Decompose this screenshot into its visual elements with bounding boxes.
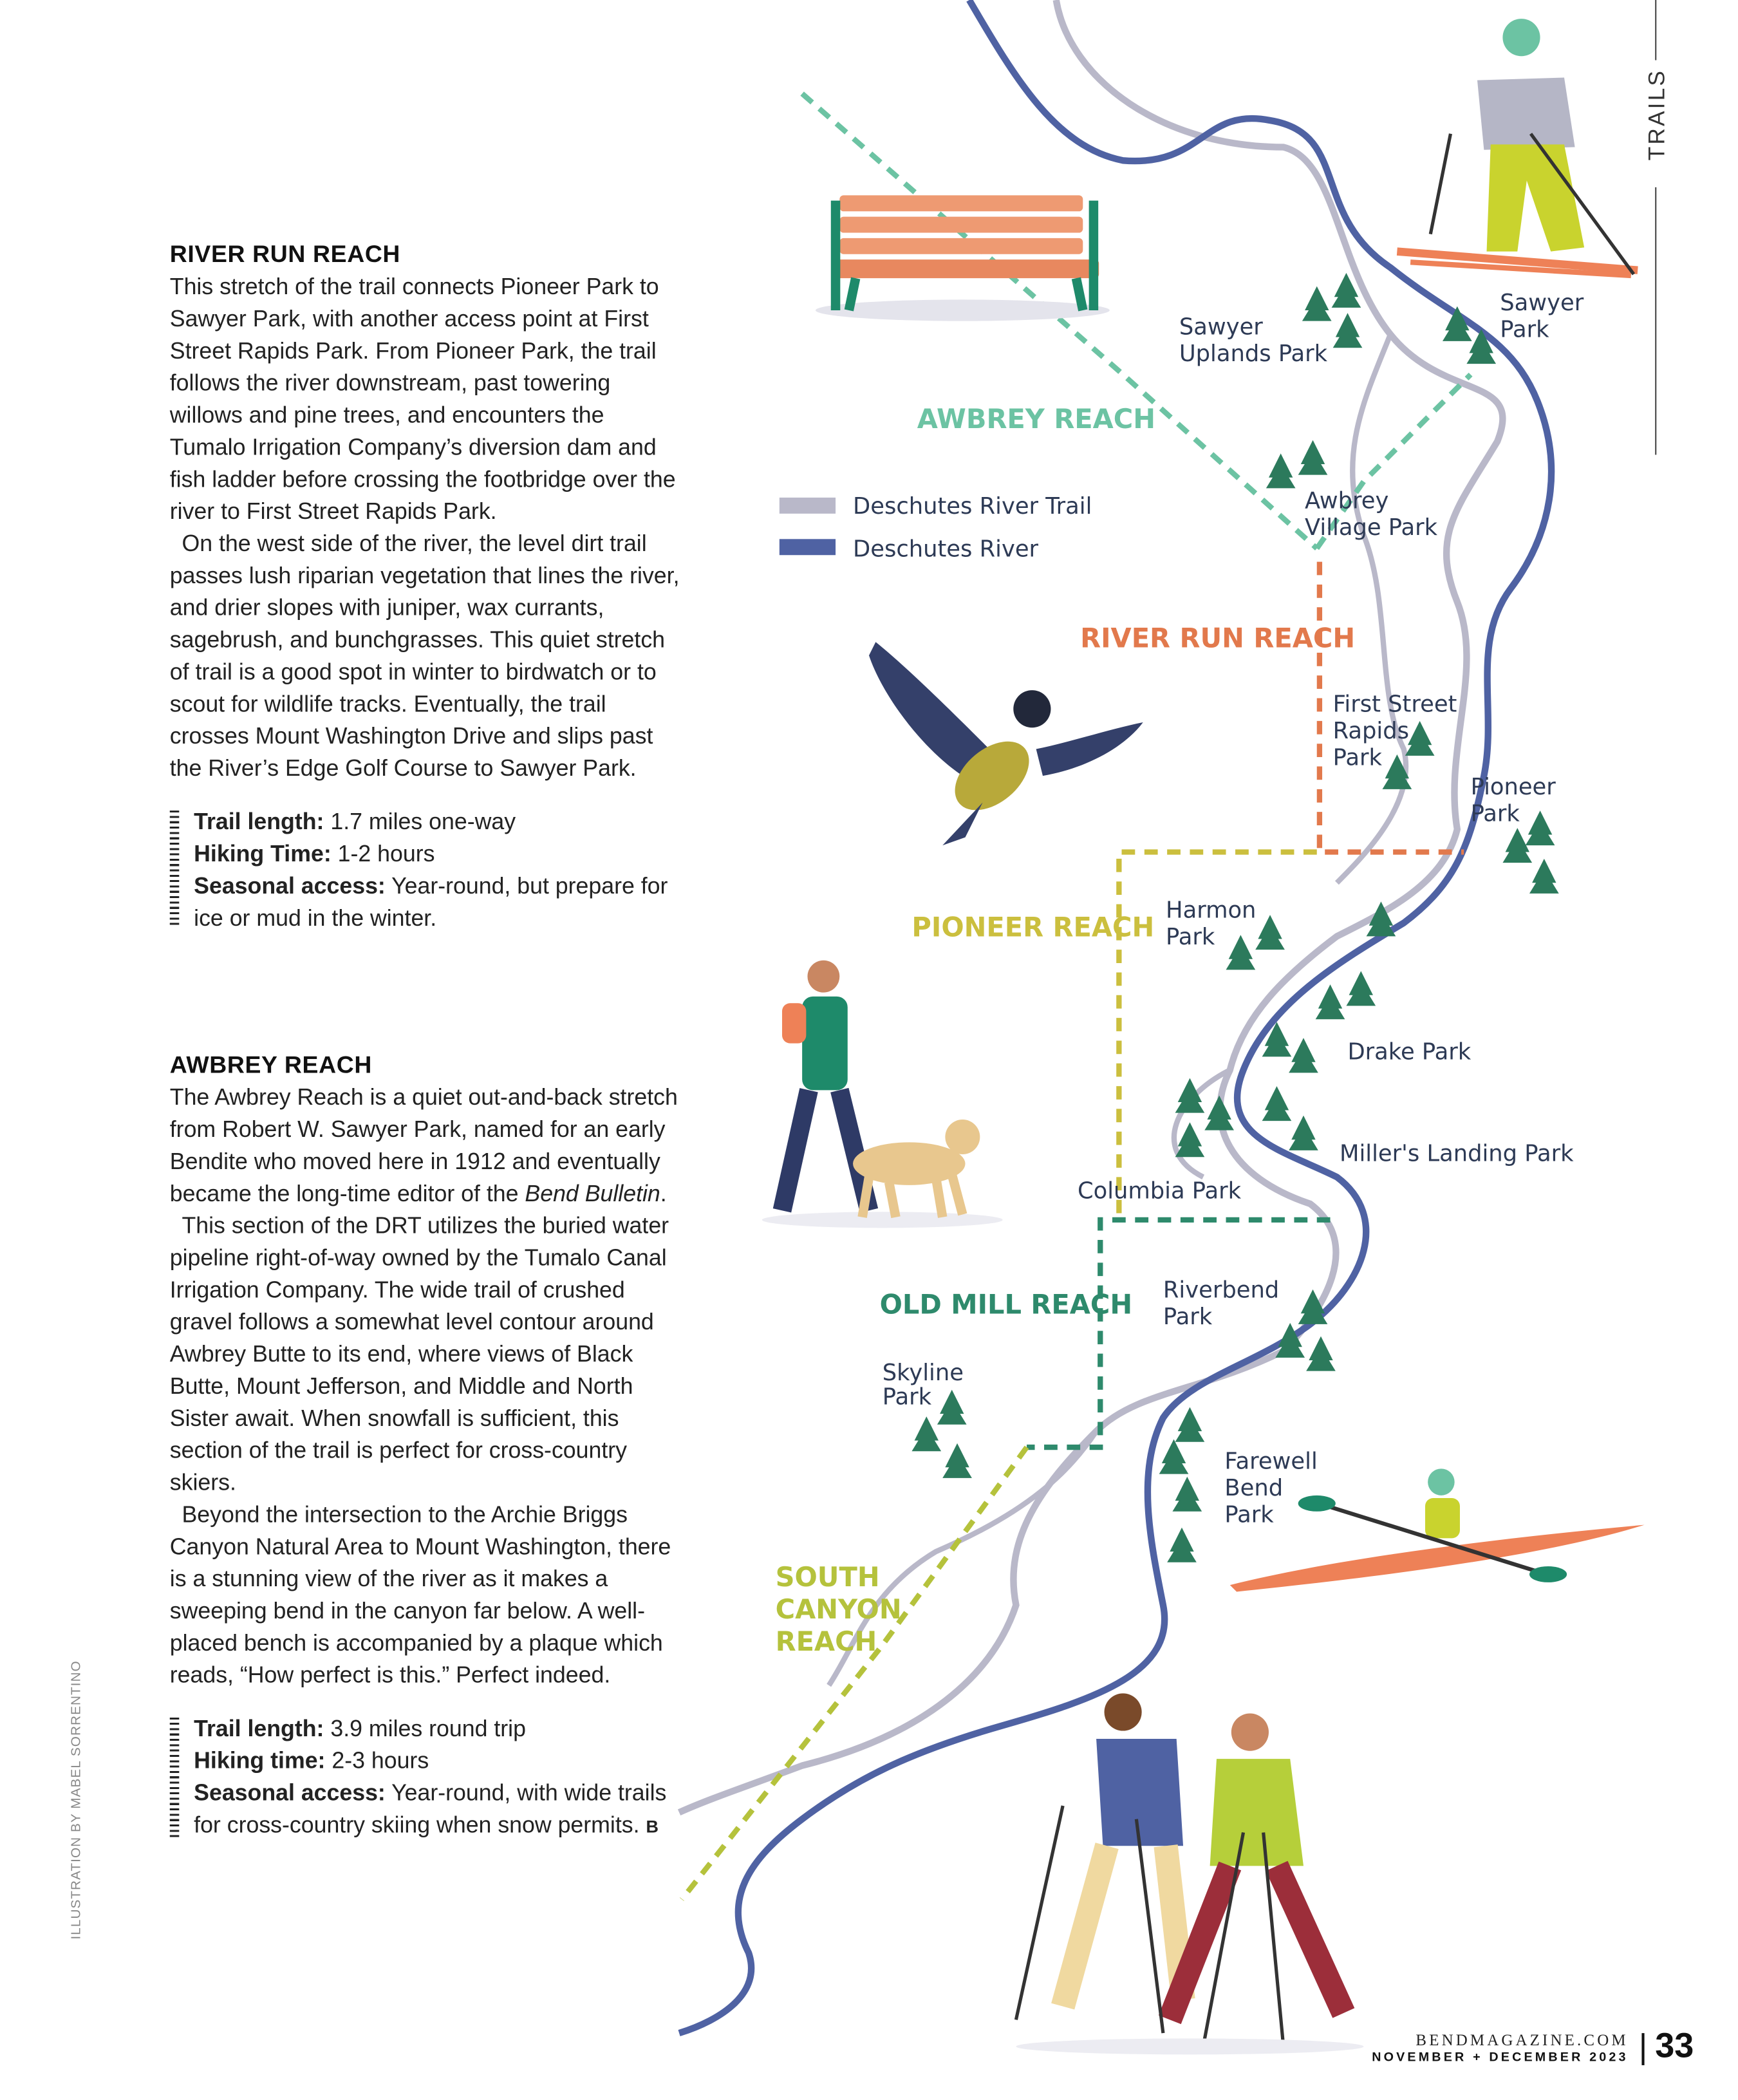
pioneer-park-label: Pioneer	[1470, 774, 1556, 801]
legend-trail-label: Deschutes River Trail	[853, 492, 1092, 520]
sawyer-park-label: Sawyer	[1500, 290, 1584, 317]
tree-icon	[1333, 313, 1363, 348]
sawyer-uplands-label: Uplands Park	[1179, 340, 1328, 367]
river-run-paragraph-1: This stretch of the trail connects Pioneer Park to Sawyer Park, with another access point at First Street Rapids Park. From Pioneer Park, the trail follows the river downstream, past towering willows and pine trees, and encounters the Tumalo Irrigation Company’s diversion dam and fish ladder before crossing the footbridge over the river to First Street Rapids Park.	[169, 272, 676, 525]
awbrey-reach-label: AWBREY REACH	[917, 402, 1156, 435]
footer-site: BENDMAGAZINE.COM	[1416, 2030, 1629, 2050]
farewell-bend-label: Farewell	[1224, 1448, 1318, 1475]
skyline-park-label: Skyline	[882, 1360, 964, 1387]
tree-icon	[1175, 1407, 1205, 1442]
farewell-bend-label: Park	[1224, 1501, 1274, 1528]
walker-with-dog-illustration	[762, 961, 1003, 1228]
south-canyon-reach-label-2: CANYON	[775, 1593, 902, 1626]
tree-icon	[1316, 984, 1345, 1019]
tree-icon	[1159, 1439, 1189, 1474]
tree-icon	[1302, 286, 1332, 321]
tree-icon	[1167, 1528, 1197, 1562]
tree-icon	[1172, 1477, 1202, 1512]
awbrey-village-label: Awbrey	[1305, 487, 1389, 514]
hikers-illustration	[1016, 1693, 1363, 2054]
legend-river-swatch	[780, 539, 836, 555]
tree-icon	[911, 1416, 941, 1451]
legend-river-label: Deschutes River	[853, 536, 1039, 563]
tree-icon	[1175, 1078, 1205, 1113]
south-canyon-reach-label-3: REACH	[775, 1625, 877, 1657]
first-street-rapids-label: Rapids	[1332, 717, 1410, 744]
tree-icon	[1175, 1122, 1205, 1157]
awbrey-article	[170, 1049, 685, 1843]
tree-icon	[937, 1390, 967, 1425]
fact-hiking-time: Hiking Time: 1-2 hours	[194, 839, 435, 867]
pioneer-reach-label: PIONEER REACH	[911, 911, 1155, 943]
river-run-paragraph-2: On the west side of the river, the level dirt trail passes lush riparian vegetation that lines the river, and drier slopes with juniper, wax currants, sagebrush, and bunchgrasses. This quiet stretch of trail is a good spot in winter to birdwatch or to scout for wildlife tracks. Eventually, the trail crosses Mount Washington Drive and slips past the River’s Edge Golf Course to Sawyer Park.	[169, 529, 680, 782]
tree-icon	[942, 1443, 972, 1478]
sawyer-uplands-label: Sawyer	[1179, 314, 1263, 341]
sawyer-park-label: Park	[1500, 316, 1549, 343]
millers-landing-label: Miller's Landing Park	[1340, 1140, 1574, 1167]
section-divider	[1655, 187, 1656, 455]
awbrey-village-label: Village Park	[1305, 514, 1438, 541]
old-mill-reach-label: OLD MILL REACH	[879, 1288, 1133, 1320]
legend-trail-swatch	[780, 498, 836, 514]
tree-icon	[1289, 1116, 1318, 1150]
tree-icon	[1405, 721, 1435, 756]
river-run-facts	[170, 805, 685, 933]
kayaker-illustration	[1230, 1468, 1645, 1591]
trail-map	[678, 0, 1738, 2100]
illustration-credit: ILLUSTRATION BY MABEL SORRENTINO	[69, 1660, 84, 1940]
tree-icon	[1262, 1086, 1292, 1121]
fact-seasonal-access: Seasonal access: Year-round, with wide trails for cross-country skiing when snow permits. B	[194, 1779, 667, 1838]
section-divider	[1655, 0, 1656, 60]
end-mark-logo: B	[646, 1816, 659, 1837]
footer-divider	[1641, 2033, 1644, 2065]
drake-park-label: Drake Park	[1347, 1038, 1472, 1065]
first-street-rapids-label: Park	[1332, 744, 1382, 771]
fact-trail-length: Trail length: 3.9 miles round trip	[194, 1714, 526, 1742]
tree-icon	[1298, 440, 1328, 475]
tree-icon	[1526, 811, 1555, 845]
fact-hiking-time: Hiking time: 2-3 hours	[194, 1747, 429, 1774]
page-number: 33	[1655, 2025, 1694, 2065]
bird-illustration	[869, 642, 1143, 845]
tree-icon	[1346, 971, 1376, 1006]
south-canyon-reach-label-1: SOUTH	[775, 1561, 880, 1593]
footer-issue: NOVEMBER + DECEMBER 2023	[1372, 2050, 1629, 2065]
fact-trail-length: Trail length: 1.7 miles one-way	[194, 807, 516, 835]
farewell-bend-label: Bend	[1224, 1474, 1284, 1501]
page-footer	[1372, 2030, 1628, 2065]
river-run-article	[170, 238, 685, 933]
columbia-park-label: Columbia Park	[1077, 1177, 1242, 1205]
first-street-rapids-label: First Street	[1332, 691, 1457, 718]
old-mill-reach-line	[1027, 1220, 1330, 1447]
river-run-heading: RIVER RUN REACH	[169, 240, 401, 268]
awbrey-heading: AWBREY REACH	[169, 1051, 372, 1078]
tree-icon	[1255, 915, 1285, 950]
bench-illustration	[816, 195, 1110, 321]
skier-illustration	[1397, 19, 1638, 276]
river-run-reach-label: RIVER RUN REACH	[1080, 622, 1356, 654]
tree-icon	[1306, 1336, 1336, 1371]
awbrey-paragraph-1: The Awbrey Reach is a quiet out-and-back stretch from Robert W. Sawyer Park, named for an early Bendite who moved here in 1912 and eventually became the long-time editor of the Bend Bulletin.	[169, 1083, 678, 1207]
tree-icon	[1529, 859, 1559, 894]
section-tag: TRAILS	[1644, 68, 1670, 161]
awbrey-paragraph-2: This section of the DRT utilizes the buried water pipeline right-of-way owned by the Tumalo Canal Irrigation Company. The wide trail of crushed gravel follows a somewhat level contour around Awbrey Butte to its end, where views of Black Butte, Mount Jefferson, and Middle and North Sister await. When snowfall is sufficient, this section of the trail is perfect for cross-country skiers.	[169, 1212, 669, 1495]
riverbend-park-label: Riverbend	[1163, 1277, 1280, 1304]
tree-icon	[1466, 329, 1496, 364]
tree-icon	[1266, 453, 1296, 488]
awbrey-paragraph-3: Beyond the intersection to the Archie Briggs Canyon Natural Area to Mount Washington, there is a stunning view of the river as it makes a sweeping bend in the canyon far below. A well-placed bench is accompanied by a plaque which reads, “How perfect is this.” Perfect indeed.	[169, 1501, 671, 1689]
fact-seasonal-access: Seasonal access: Year-round, but prepare for ice or mud in the winter.	[194, 872, 668, 932]
harmon-park-label: Harmon	[1166, 897, 1257, 924]
riverbend-park-label: Park	[1163, 1303, 1213, 1330]
skyline-park-label: Park	[882, 1383, 932, 1411]
tree-icon	[1289, 1038, 1318, 1073]
awbrey-facts	[170, 1712, 685, 1843]
tree-icon	[1226, 935, 1256, 970]
tree-icon	[1204, 1096, 1234, 1130]
harmon-park-label: Park	[1166, 923, 1215, 950]
pioneer-park-label: Park	[1470, 800, 1520, 827]
